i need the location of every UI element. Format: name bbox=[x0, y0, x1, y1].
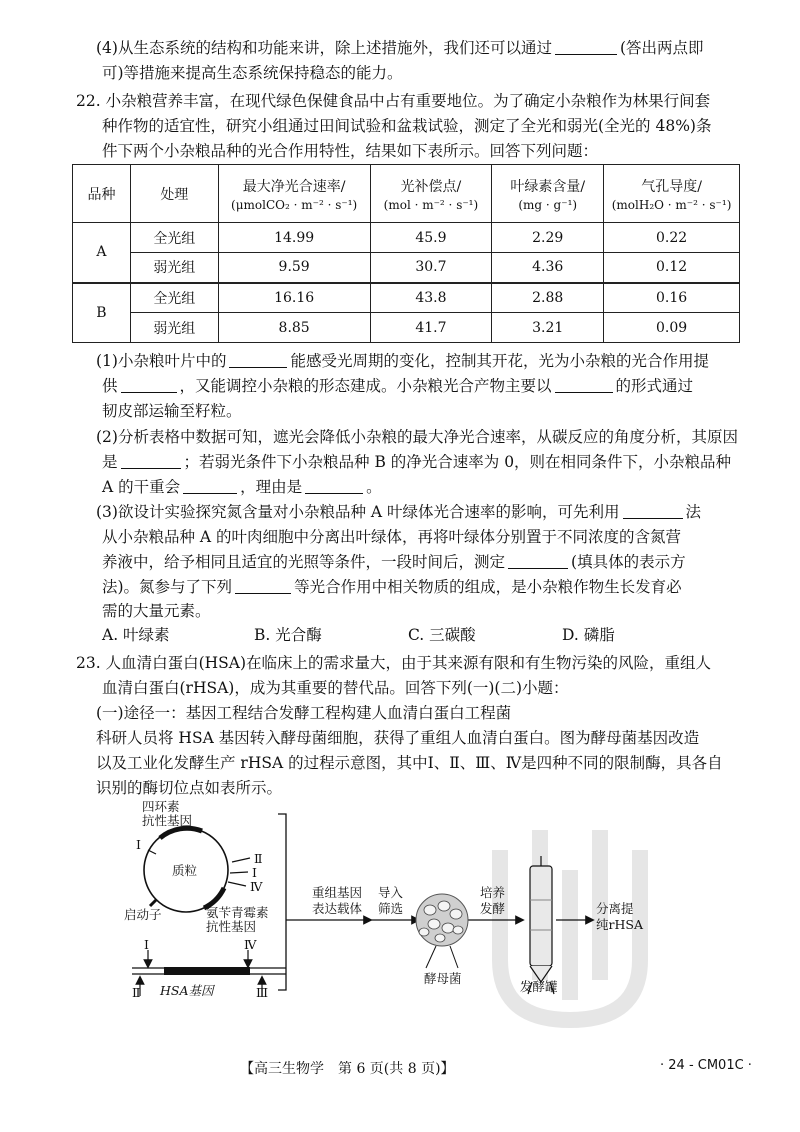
option-a[interactable]: A. 叶绿素 bbox=[102, 626, 170, 644]
label-plasmid: 质粒 bbox=[172, 863, 198, 878]
q22-intro-3: 件下两个小杂粮品种的光合作用特性，结果如下表所示。回答下列问题： bbox=[102, 142, 599, 160]
process-diagram bbox=[120, 800, 680, 1000]
site-arrow bbox=[230, 872, 248, 873]
table-header: 最大净光合速率/ (μmolCO₂ · m⁻² · s⁻¹) bbox=[218, 165, 370, 223]
q22-intro-1: 22. 小杂粮营养丰富，在现代绿色保健食品中占有重要地位。为了确定小杂粮作为林果行间套 bbox=[76, 92, 711, 110]
label-site-ii: Ⅱ bbox=[254, 851, 263, 866]
label-yeast: 酵母菌 bbox=[424, 971, 462, 986]
table-row bbox=[73, 253, 740, 283]
q22-3-line5: 需的大量元素。 bbox=[102, 602, 211, 620]
table-row bbox=[73, 283, 740, 313]
value-cell: 8.85 bbox=[218, 313, 370, 343]
table-header: 光补偿点/ (mol · m⁻² · s⁻¹) bbox=[370, 165, 492, 223]
photosynthesis-table bbox=[72, 164, 740, 342]
label-site-i: Ⅰ bbox=[252, 865, 257, 880]
value-cell: 41.7 bbox=[370, 313, 492, 343]
q23-intro-1: 23. 人血清白蛋白(HSA)在临床上的需求量大，由于其来源有限和有生物污染的风险，重组人 bbox=[76, 654, 712, 672]
treat-cell: 弱光组 bbox=[130, 313, 218, 343]
site-arrow bbox=[148, 850, 156, 854]
variety-cell: A bbox=[73, 223, 131, 283]
tet-gene-arc bbox=[160, 828, 202, 838]
bracket bbox=[278, 814, 286, 990]
q22-1-line2: 供 ，又能调控小杂粮的形态建成。小杂粮光合产物主要以 的形式通过 bbox=[102, 377, 694, 395]
answer-blank[interactable] bbox=[555, 39, 617, 55]
label-step2: 筛选 bbox=[378, 901, 404, 916]
q21-4-text-a: (4)从生态系统的结构和功能来讲，除上述措施外，我们还可以通过 bbox=[96, 39, 552, 57]
q22-2-line1: (2)分析表格中数据可知，遮光会降低小杂粮的最大净光合速率，从碳反应的角度分析，其原因 bbox=[96, 428, 738, 446]
table-header: 处理 bbox=[130, 165, 218, 223]
label-line bbox=[450, 946, 458, 968]
label-step2: 导入 bbox=[378, 885, 404, 900]
q22-3-line2: 从小杂粮品种 A 的叶肉细胞中分离出叶绿体，再将叶绿体分别置于不同浓度的含氮营 bbox=[102, 528, 682, 546]
q22-3-line3: 养液中，给予相同且适宜的光照等条件，一段时间后，测定 (填具体的表示方 bbox=[102, 553, 686, 571]
q23-body-3: 识别的酶切位点如表所示。 bbox=[96, 779, 283, 797]
answer-blank[interactable] bbox=[183, 478, 237, 494]
label-line bbox=[426, 946, 436, 968]
table-unit: (mg · g⁻¹) bbox=[518, 197, 578, 212]
value-cell: 9.59 bbox=[218, 253, 370, 283]
label-promoter: 启动子 bbox=[124, 907, 162, 922]
label-site-i: Ⅰ bbox=[136, 837, 141, 852]
answer-blank[interactable] bbox=[121, 377, 177, 393]
hsa-gene-bar bbox=[164, 967, 250, 975]
q22-intro-2: 种作物的适宜性，研究小组通过田间试验和盆栽试验，测定了全光和弱光(全光的 48%)条 bbox=[102, 117, 712, 135]
label-hsa-gene: HSA基因 bbox=[160, 983, 214, 998]
answer-blank[interactable] bbox=[121, 453, 181, 469]
q21-4-text-b: (答出两点即 bbox=[619, 39, 704, 57]
treat-cell: 全光组 bbox=[130, 283, 218, 313]
q23-body-2: 以及工业化发酵生产 rHSA 的过程示意图，其中Ⅰ、Ⅱ、Ⅲ、Ⅳ是四种不同的限制酶，具各自 bbox=[96, 754, 723, 772]
footer-code: · 24 - CM01C · bbox=[660, 1058, 752, 1073]
q23-sub-1: (一)途径一：基因工程结合发酵工程构建人血清白蛋白工程菌 bbox=[96, 704, 512, 722]
label-tet-gene: 四环素 bbox=[142, 799, 180, 814]
answer-blank[interactable] bbox=[623, 503, 683, 519]
diagram-graphics bbox=[120, 800, 680, 1000]
option-d[interactable]: D. 磷脂 bbox=[562, 626, 615, 644]
value-cell: 0.22 bbox=[604, 223, 740, 253]
table-unit: (μmolCO₂ · m⁻² · s⁻¹) bbox=[231, 197, 358, 212]
label-amp-gene: 氨苄青霉素 bbox=[206, 905, 269, 920]
value-cell: 2.29 bbox=[492, 223, 604, 253]
value-cell: 16.16 bbox=[218, 283, 370, 313]
label-tet-gene: 抗性基因 bbox=[142, 813, 193, 828]
label-step3: 培养 bbox=[480, 885, 506, 900]
answer-blank[interactable] bbox=[305, 478, 363, 494]
treat-cell: 全光组 bbox=[130, 223, 218, 253]
value-cell: 30.7 bbox=[370, 253, 492, 283]
label-step1: 表达载体 bbox=[312, 901, 363, 916]
answer-blank[interactable] bbox=[508, 553, 568, 569]
fermenter-graphic bbox=[528, 856, 554, 994]
label-site-i: Ⅰ bbox=[144, 937, 149, 952]
table-header-row bbox=[73, 165, 740, 223]
q22-1-line3: 韧皮部运输至籽粒。 bbox=[102, 402, 242, 420]
footer-page-info: 【高三生物学 第 6 页(共 8 页)】 bbox=[240, 1061, 455, 1077]
value-cell: 45.9 bbox=[370, 223, 492, 253]
label-site-iv: Ⅳ bbox=[250, 879, 263, 894]
option-c[interactable]: C. 三碳酸 bbox=[408, 626, 476, 644]
answer-blank[interactable] bbox=[229, 352, 287, 368]
q22-3-line1: (3)欲设计实验探究氮含量对小杂粮品种 A 叶绿体光合速率的影响，可先利用 法 bbox=[96, 503, 702, 521]
label-amp-gene: 抗性基因 bbox=[206, 919, 257, 934]
q23-intro-2: 血清白蛋白(rHSA)，成为其重要的替代品。回答下列(一)(二)小题： bbox=[102, 679, 569, 697]
table-row bbox=[73, 313, 740, 343]
label-site-ii: Ⅱ bbox=[132, 985, 141, 1000]
value-cell: 3.21 bbox=[492, 313, 604, 343]
value-cell: 0.09 bbox=[604, 313, 740, 343]
answer-blank[interactable] bbox=[235, 578, 291, 594]
value-cell: 2.88 bbox=[492, 283, 604, 313]
label-site-iii: Ⅲ bbox=[256, 985, 269, 1000]
q22-2-line2: 是 ；若弱光条件下小杂粮品种 B 的净光合速率为 0，则在相同条件下，小杂粮品种 bbox=[102, 453, 732, 471]
table-row bbox=[73, 223, 740, 253]
q23-body-1: 科研人员将 HSA 基因转入酵母菌细胞，获得了重组人血清白蛋白。图为酵母菌基因改造 bbox=[96, 729, 700, 747]
label-fermenter: 发酵罐 bbox=[520, 979, 558, 994]
variety-cell: B bbox=[73, 283, 131, 343]
value-cell: 4.36 bbox=[492, 253, 604, 283]
value-cell: 0.12 bbox=[604, 253, 740, 283]
site-arrow bbox=[228, 882, 246, 886]
value-cell: 0.16 bbox=[604, 283, 740, 313]
q21-4-line1 bbox=[96, 37, 704, 59]
treat-cell: 弱光组 bbox=[130, 253, 218, 283]
answer-blank[interactable] bbox=[555, 377, 613, 393]
label-step3: 发酵 bbox=[480, 901, 506, 916]
site-arrow bbox=[232, 858, 250, 862]
q22-2-line3: A 的干重会 ，理由是 。 bbox=[102, 478, 382, 496]
table-header: 品种 bbox=[73, 165, 131, 223]
label-site-iv: Ⅳ bbox=[244, 937, 257, 952]
promoter-mark bbox=[150, 900, 156, 906]
label-step4: 分离提 bbox=[596, 901, 634, 916]
q22-3-line4: 法)。氮参与了下列 等光合作用中相关物质的组成，是小杂粮作物生长发育必 bbox=[102, 578, 682, 596]
table-unit: (mol · m⁻² · s⁻¹) bbox=[383, 197, 479, 212]
q21-4-line2: 可)等措施来提高生态系统保持稳态的能力。 bbox=[102, 64, 403, 82]
value-cell: 43.8 bbox=[370, 283, 492, 313]
table-header: 气孔导度/ (molH₂O · m⁻² · s⁻¹) bbox=[604, 165, 740, 223]
option-b[interactable]: B. 光合酶 bbox=[254, 626, 322, 644]
label-step4: 纯rHSA bbox=[596, 917, 643, 932]
q22-1-line1: (1)小杂粮叶片中的 能感受光周期的变化，控制其开花，光为小杂粮的光合作用提 bbox=[96, 352, 709, 370]
value-cell: 14.99 bbox=[218, 223, 370, 253]
table-header: 叶绿素含量/ (mg · g⁻¹) bbox=[492, 165, 604, 223]
table-unit: (molH₂O · m⁻² · s⁻¹) bbox=[611, 197, 732, 212]
label-step1: 重组基因 bbox=[312, 885, 363, 900]
